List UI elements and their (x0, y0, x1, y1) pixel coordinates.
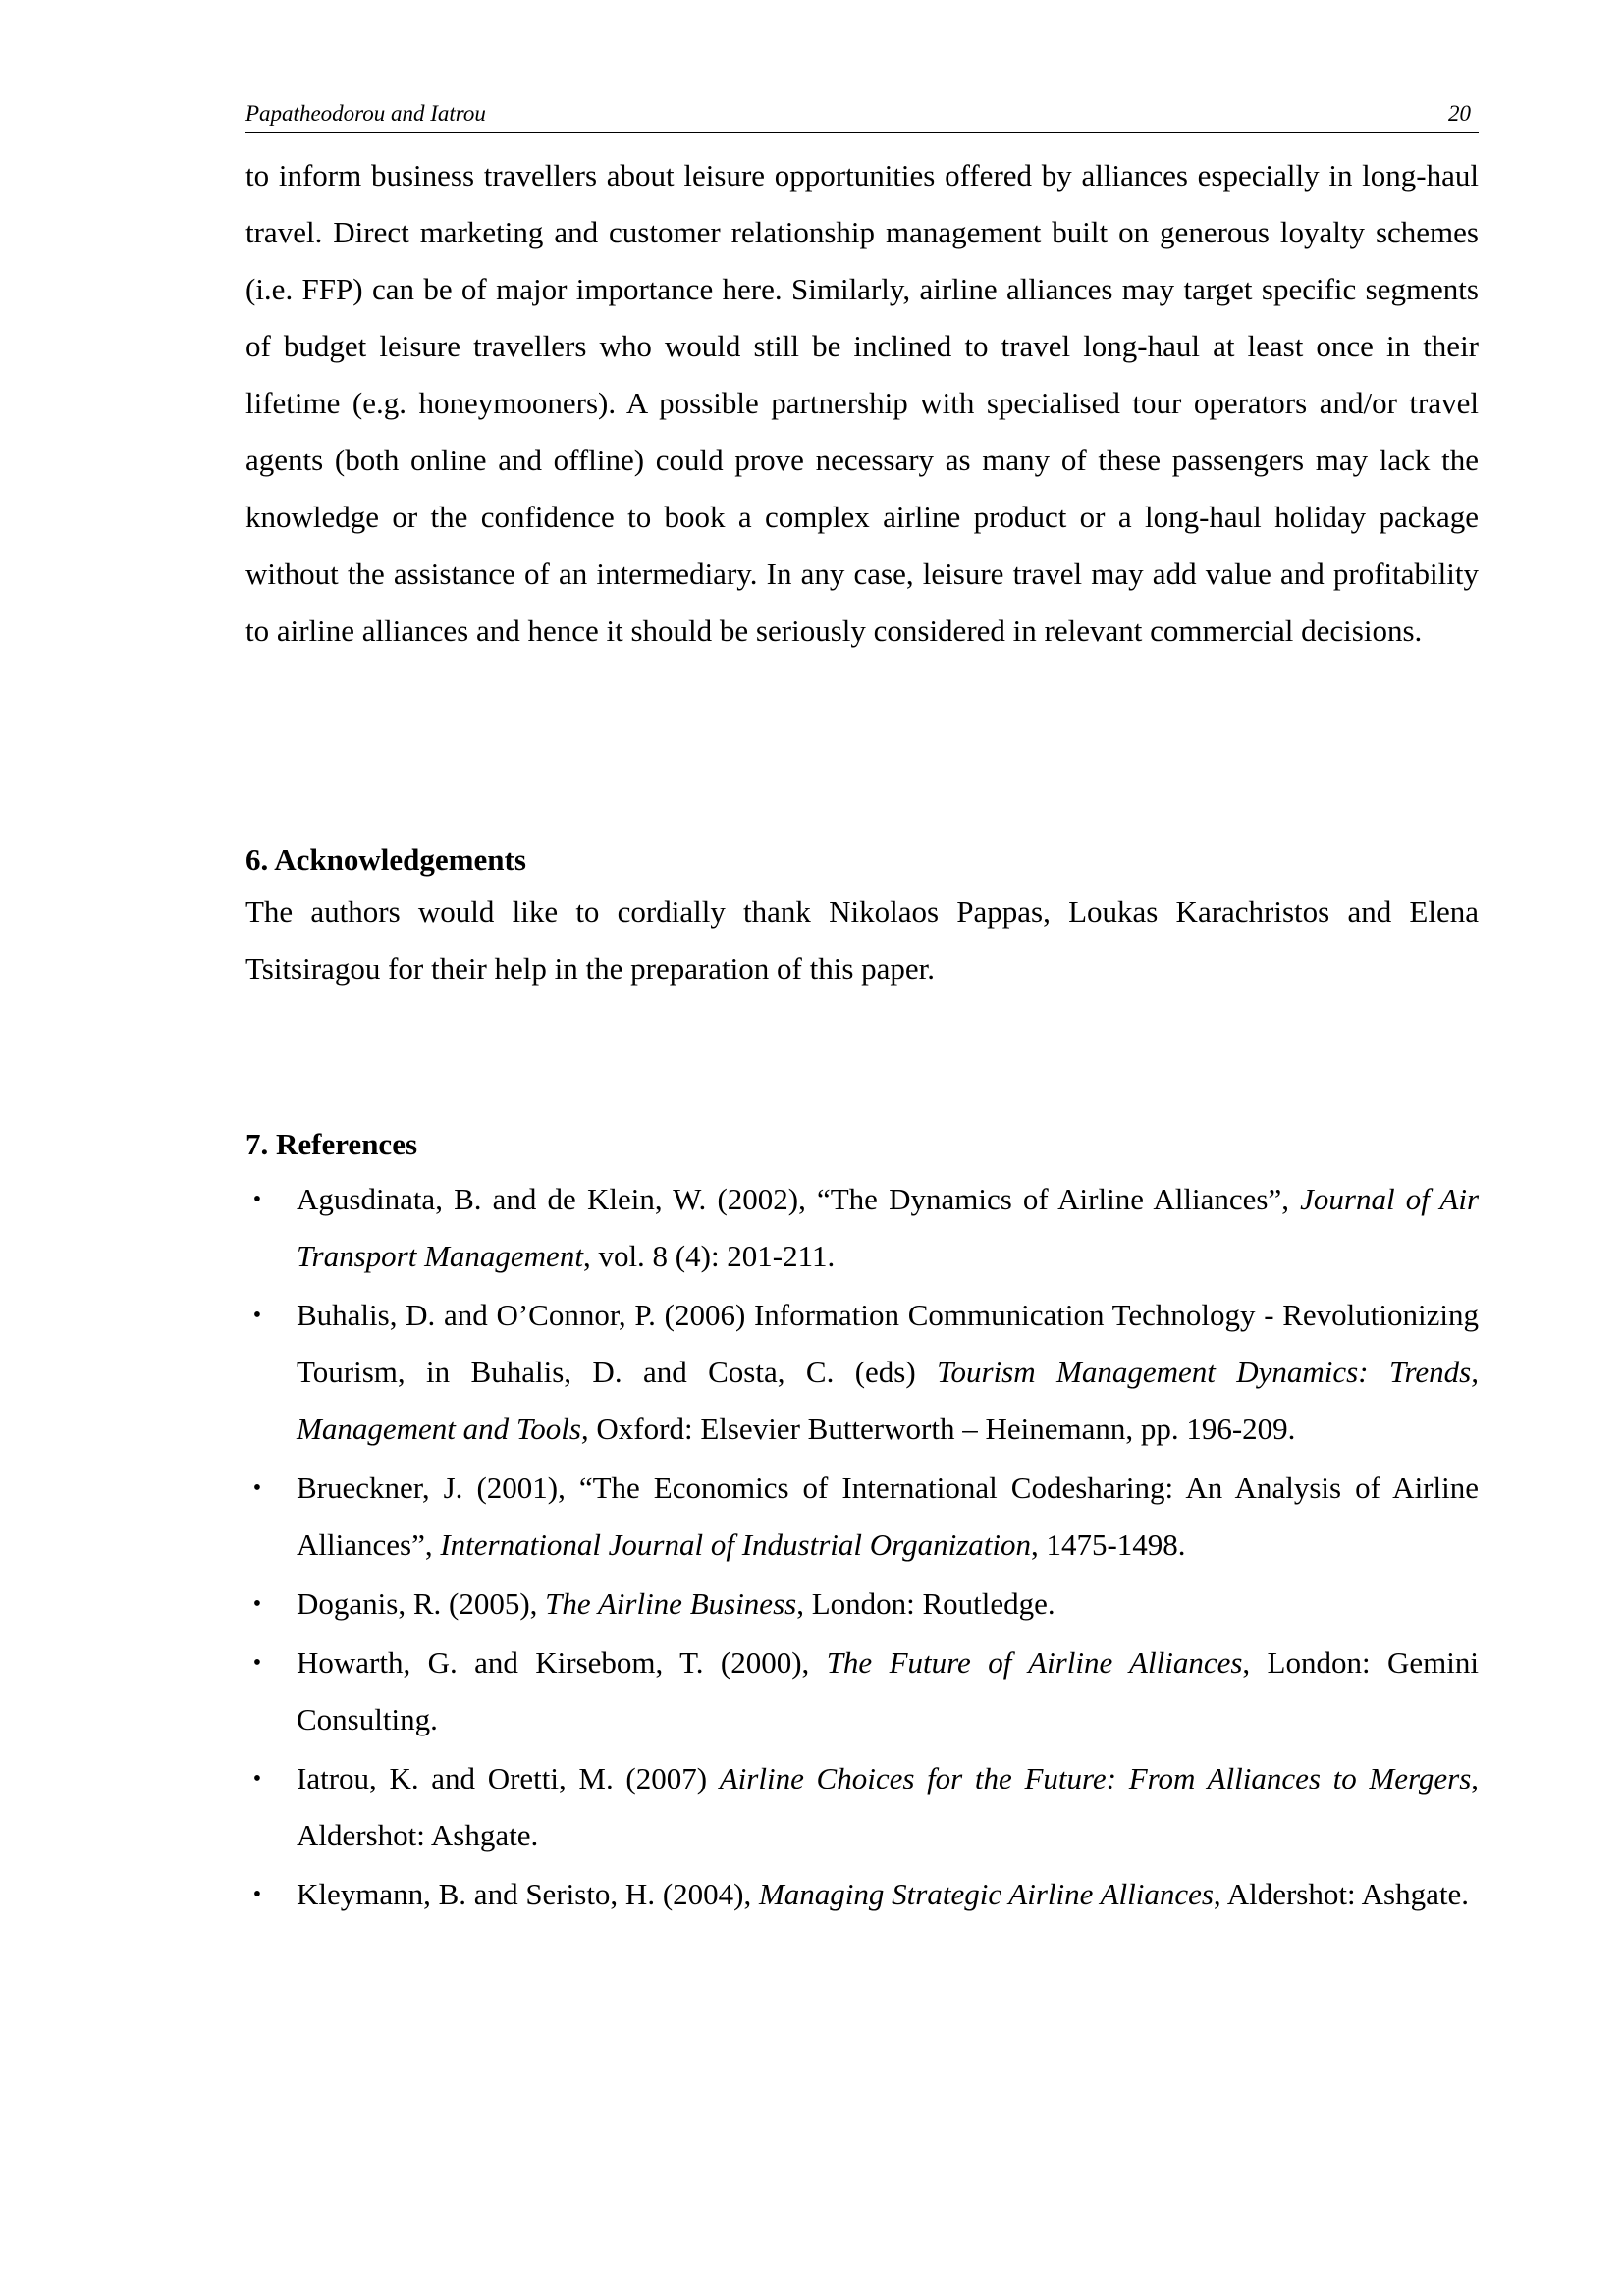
reference-item (245, 1171, 1479, 1285)
reference-text (297, 1761, 1479, 1852)
reference-item (245, 1575, 1479, 1632)
reference-text (297, 1298, 1479, 1446)
bullet-icon: • (252, 1187, 262, 1212)
reference-title: Tourism Management Dynamics: Trends, Management and Tools, (297, 1355, 1479, 1446)
reference-pre: Howarth, G. and Kirsebom, T. (2000), (297, 1645, 827, 1680)
running-header (245, 98, 1479, 133)
acknowledgements-text: The authors would like to cordially thank Nikolaos Pappas, Loukas Karachristos and Elena Tsitsiragou for their help in the preparation of this paper. (245, 894, 1479, 986)
reference-item (245, 1866, 1479, 1923)
reference-title: International Journal of Industrial Organization (440, 1527, 1031, 1562)
reference-post: , Aldershot: Ashgate. (297, 1761, 1480, 1852)
bullet-icon: • (252, 1591, 262, 1617)
references-list (245, 1171, 1479, 1925)
bullet-icon: • (252, 1303, 262, 1328)
reference-item (245, 1634, 1479, 1748)
reference-post: , Aldershot: Ashgate. (1213, 1877, 1469, 1911)
reference-title: The Future of Airline Alliances (826, 1645, 1243, 1680)
reference-post: , 1475-1498. (1030, 1527, 1186, 1562)
reference-text (297, 1470, 1479, 1562)
reference-title: Managing Strategic Airline Alliances (758, 1877, 1214, 1911)
reference-post: Oxford: Elsevier Butterworth – Heinemann, pp. 196-209. (588, 1412, 1296, 1446)
reference-post: , London: Gemini Consulting. (297, 1645, 1479, 1736)
reference-text (297, 1182, 1479, 1273)
reference-text (297, 1877, 1469, 1911)
header-page-number: 20 (1448, 101, 1471, 126)
reference-pre: Doganis, R. (2005), (297, 1586, 546, 1621)
reference-title: The Airline Business (545, 1586, 797, 1621)
acknowledgements-heading: 6. Acknowledgements (245, 842, 526, 877)
bullet-icon: • (252, 1882, 262, 1907)
reference-pre: Iatrou, K. and Oretti, M. (2007) (297, 1761, 720, 1795)
reference-title: Journal of Air Transport Management (297, 1182, 1480, 1273)
reference-item (245, 1460, 1479, 1574)
reference-post: , vol. 8 (4): 201-211. (582, 1239, 836, 1273)
reference-text (297, 1586, 1055, 1621)
reference-item (245, 1287, 1479, 1458)
bullet-icon: • (252, 1475, 262, 1501)
reference-pre: Agusdinata, B. and de Klein, W. (2002), “The Dynamics of Airline Alliances”, (297, 1182, 1301, 1216)
body-paragraph: to inform business travellers about leisure opportunities offered by alliances especially in long-haul travel. Direct marketing and customer relationship management built on generous loyalty schemes (i.e. FFP) can be of major importance here. Similarly, airline alliances may target specific segments of budget leisure travellers who would still be inclined to travel long-haul at least once in their lifetime (e.g. honeymooners). A possible partnership with specialised tour operators and/or travel agents (both online and offline) could prove necessary as many of these passengers may lack the knowledge or the confidence to book a complex airline product or a long-haul holiday package without the assistance of an intermediary. In any case, leisure travel may add value and profitability to airline alliances and hence it should be seriously considered in relevant commercial decisions. (245, 158, 1479, 648)
reference-title: Airline Choices for the Future: From Alliances to Mergers (719, 1761, 1472, 1795)
reference-pre: Buhalis, D. and O’Connor, P. (2006) Information Communication Technology - Revolutionizing Tourism, in Buhalis, D. and Costa, C. (eds) (297, 1298, 1479, 1389)
reference-pre: Brueckner, J. (2001), “The Economics of International Codesharing: An Analysis of Airline Alliances”, (297, 1470, 1479, 1562)
bullet-icon: • (252, 1650, 262, 1676)
reference-item (245, 1750, 1479, 1864)
header-authors: Papatheodorou and Iatrou (245, 101, 486, 126)
reference-pre: Kleymann, B. and Seristo, H. (2004), (297, 1877, 759, 1911)
reference-text (297, 1645, 1479, 1736)
bullet-icon: • (252, 1766, 262, 1791)
reference-post: , London: Routledge. (796, 1586, 1055, 1621)
references-heading: 7. References (245, 1127, 418, 1161)
